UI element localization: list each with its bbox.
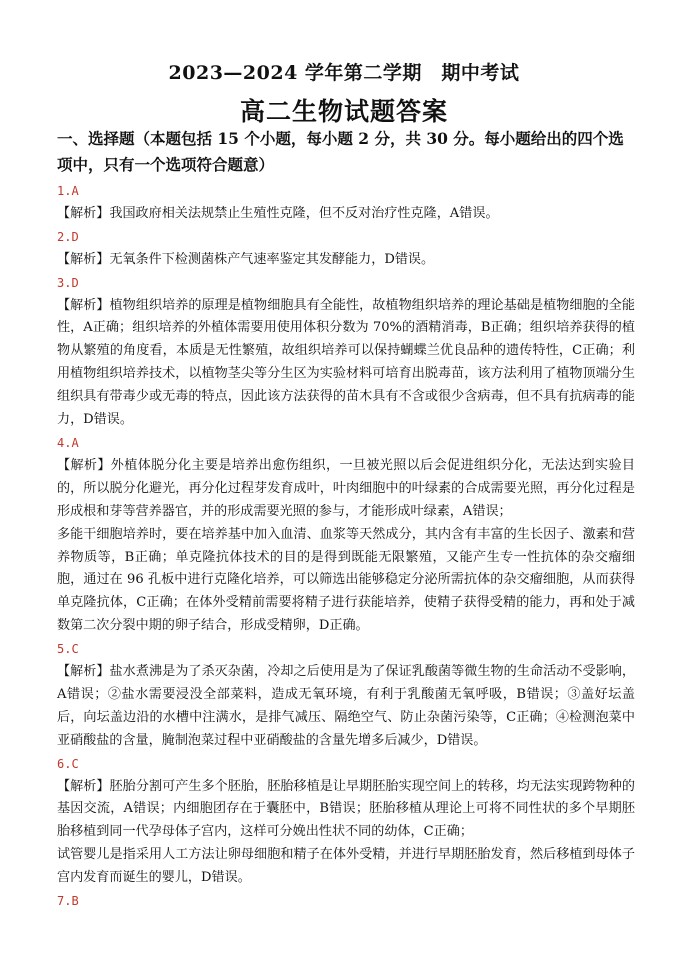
answer-number: 4.A (57, 435, 79, 450)
explanation: 【解析】无氧条件下检测菌株产气速率鉴定其发酵能力，D错误。 (57, 251, 435, 267)
explanation-continued: 多能干细胞培养时，要在培养基中加入血清、血浆等天然成分，其内含有丰富的生长因子、激素和营养物质等，B正确；单克隆抗体技术的目的是得到既能无限繁殖，又能产生专一性抗体的杂交瘤细胞，通过在 96 孔板中进行克隆化培养，可以筛选出能够稳定分泌所需抗体的杂交瘤细胞，从而获得单克隆抗体，C正确；在体外受精前需要将精子进行获能培养，使精子获得受精的能力，再和处于减数第二次分裂中期的卵子结合，形成受精卵，D正确。 (57, 526, 635, 634)
answer-number: 1.A (57, 184, 79, 198)
answer-number: 5.C (57, 642, 79, 657)
answer-list (57, 180, 635, 913)
explanation: 【解析】盐水煮沸是为了杀灭杂菌，冷却之后使用是为了保证乳酸菌等微生物的生命活动不受影响，A错误；②盐水需要浸没全部菜料，造成无氧环境，有利于乳酸菌无氧呼吸，B错误；③盖好坛盖后，向坛盖边沿的水槽中注满水，是排气减压、隔绝空气、防止杂菌污染等，C正确；④检测泡菜中亚硝酸盐的含量，腌制泡菜过程中亚硝酸盐的含量先增多后减少，D错误。 (57, 664, 635, 748)
answer-item-7 (57, 890, 635, 913)
document-subtitle: 高二生物试题答案 (239, 97, 448, 126)
answer-number: 2.D (57, 229, 79, 244)
answer-item-4 (57, 432, 635, 638)
answer-item-2 (57, 226, 635, 272)
section-heading: 一、选择题（本题包括 15 个小题，每小题 2 分，共 30 分。每小题给出的四个选项中，只有一个选项符合题意） (57, 129, 624, 174)
answer-item-6 (57, 753, 635, 890)
answer-number: 7.B (57, 894, 79, 909)
explanation: 【解析】胚胎分割可产生多个胚胎，胚胎移植是让早期胚胎实现空间上的转移，均无法实现跨物种的基因交流，A错误；内细胞团存在于囊胚中，B错误；胚胎移植从理论上可将不同性状的多个早期胚胎移植到同一代孕母体子宫内，这样可分娩出性状不同的幼体，C正确； (57, 778, 635, 840)
answer-item-5 (57, 638, 635, 753)
answer-item-1 (57, 180, 635, 226)
exam-title: 2023—2024 学年第二学期 期中考试 (168, 62, 520, 84)
explanation: 【解析】外植体脱分化主要是培养出愈伤组织，一旦被光照以后会促进组织分化，无法达到实验目的，所以脱分化避光，再分化过程芽发育成叶，叶肉细胞中的叶绿素的合成需要光照，再分化过程是形成根和芽等营养器官，并的形成需要光照的参与，才能形成叶绿素，A错误； (57, 457, 635, 519)
answer-item-3 (57, 272, 635, 432)
explanation-continued: 试管婴儿是指采用人工方法让卵母细胞和精子在体外受精，并进行早期胚胎发育，然后移植到母体子宫内发育而诞生的婴儿，D错误。 (57, 847, 635, 886)
answer-number: 6.C (57, 756, 79, 771)
explanation: 【解析】植物组织培养的原理是植物细胞具有全能性，故植物组织培养的理论基础是植物细胞的全能性，A正确；组织培养的外植体需要用使用体积分数为 70%的酒精消毒，B正确；组织培养获得的植物从繁殖的角度看，本质是无性繁殖，故组织培养可以保持蝴蝶兰优良品种的遗传特性，C正确；利用植物组织培养技术，以植物茎尖等分生区为实验材料可培育出脱毒苗，该方法利用了植物顶端分生组织具有带毒少或无毒的特点，因此该方法获得的苗木具有不含或很少含病毒，但不具有抗病毒的能力，D错误。 (57, 297, 635, 428)
explanation: 【解析】我国政府相关法规禁止生殖性克隆，但不反对治疗性克隆，A错误。 (57, 205, 499, 221)
answer-number: 3.D (57, 275, 79, 290)
